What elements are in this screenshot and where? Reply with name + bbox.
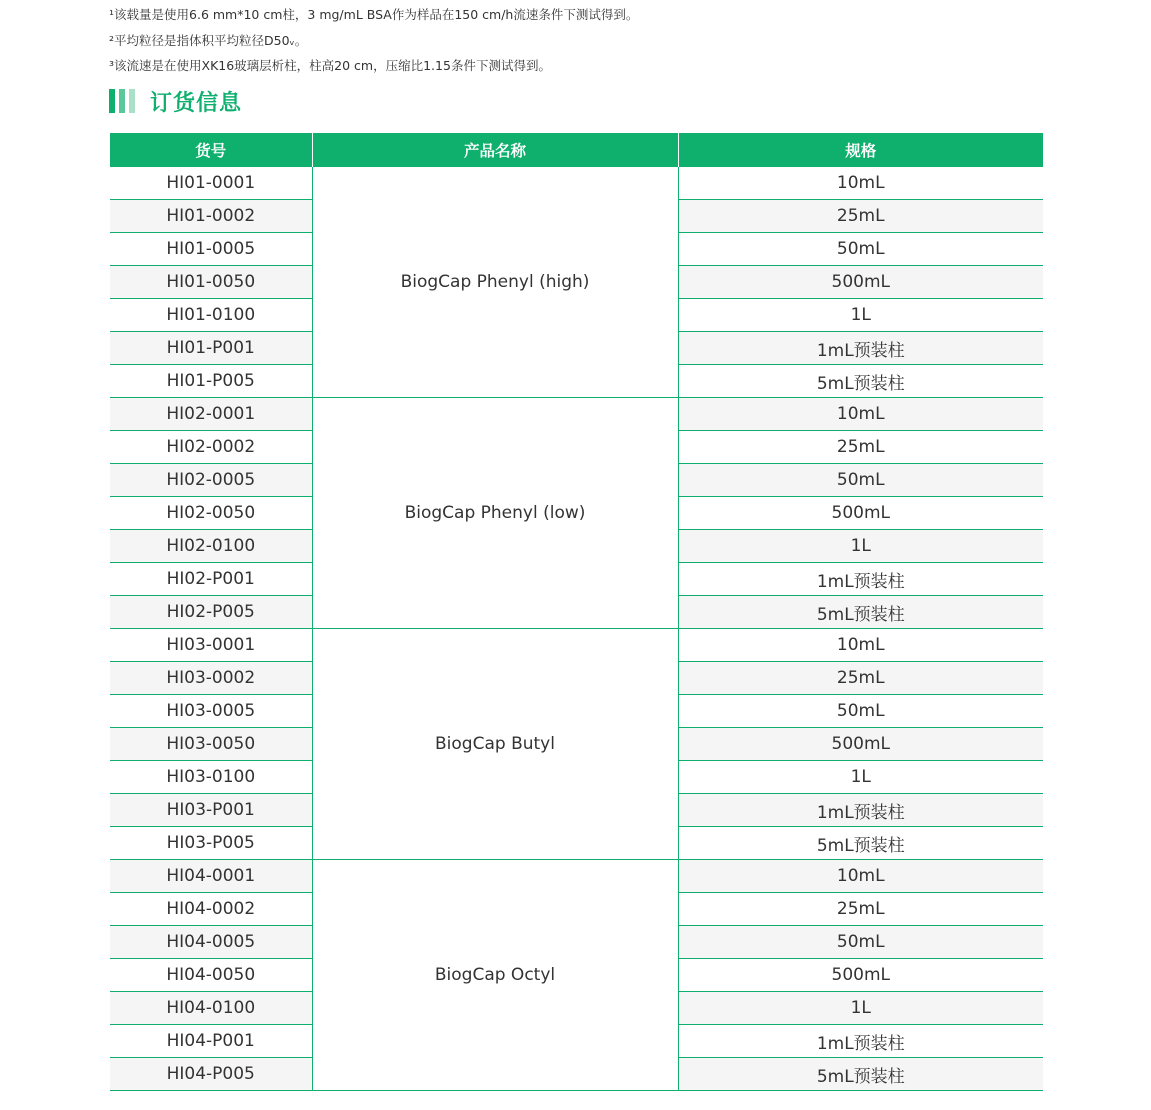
cell-code: HI03-P001	[110, 794, 312, 827]
cell-code: HI03-0050	[110, 728, 312, 761]
cell-spec: 500mL	[678, 266, 1043, 299]
table-row	[110, 398, 1043, 431]
cell-spec: 1mL预装柱	[678, 563, 1043, 596]
cell-spec: 1L	[678, 299, 1043, 332]
cell-spec: 1L	[678, 992, 1043, 1025]
footnote-3: ³该流速是在使用XK16玻璃层析柱，柱高20 cm，压缩比1.15条件下测试得到。	[109, 58, 551, 73]
cell-code: HI04-0001	[110, 860, 312, 893]
cell-code: HI04-0100	[110, 992, 312, 1025]
cell-spec: 10mL	[678, 860, 1043, 893]
table-header-row	[110, 133, 1043, 167]
section-heading	[109, 88, 242, 114]
cell-code: HI02-0001	[110, 398, 312, 431]
cell-spec: 5mL预装柱	[678, 365, 1043, 398]
cell-spec: 10mL	[678, 629, 1043, 662]
footnote-1: ¹该载量是使用6.6 mm*10 cm柱，3 mg/mL BSA作为样品在150 cm/h流速条件下测试得到。	[109, 7, 639, 22]
cell-code: HI03-0100	[110, 761, 312, 794]
cell-spec: 50mL	[678, 233, 1043, 266]
cell-spec: 25mL	[678, 200, 1043, 233]
cell-spec: 1mL预装柱	[678, 332, 1043, 365]
cell-spec: 50mL	[678, 695, 1043, 728]
header-spec: 规格	[678, 133, 1043, 167]
cell-product-name: BiogCap Phenyl (low)	[312, 398, 678, 629]
cell-code: HI01-P001	[110, 332, 312, 365]
cell-code: HI01-0002	[110, 200, 312, 233]
cell-code: HI04-P005	[110, 1058, 312, 1091]
cell-code: HI02-P001	[110, 563, 312, 596]
cell-code: HI04-0005	[110, 926, 312, 959]
cell-spec: 50mL	[678, 926, 1043, 959]
table-row	[110, 860, 1043, 893]
cell-spec: 5mL预装柱	[678, 827, 1043, 860]
order-table-body	[110, 167, 1043, 1091]
cell-product-name: BiogCap Butyl	[312, 629, 678, 860]
cell-product-name: BiogCap Phenyl (high)	[312, 167, 678, 398]
cell-spec: 500mL	[678, 497, 1043, 530]
cell-code: HI04-0002	[110, 893, 312, 926]
cell-code: HI03-0001	[110, 629, 312, 662]
cell-spec: 1L	[678, 761, 1043, 794]
cell-spec: 5mL预装柱	[678, 596, 1043, 629]
cell-spec: 25mL	[678, 893, 1043, 926]
footnote-2: ²平均粒径是指体积平均粒径D50ᵥ。	[109, 32, 308, 48]
cell-spec: 500mL	[678, 728, 1043, 761]
cell-code: HI03-0002	[110, 662, 312, 695]
cell-code: HI01-P005	[110, 365, 312, 398]
table-row	[110, 629, 1043, 662]
cell-spec: 1L	[678, 530, 1043, 563]
cell-code: HI04-0050	[110, 959, 312, 992]
order-table	[110, 133, 1043, 1091]
cell-code: HI02-0050	[110, 497, 312, 530]
heading-bars-icon	[109, 89, 135, 113]
cell-code: HI01-0050	[110, 266, 312, 299]
cell-code: HI02-0005	[110, 464, 312, 497]
table-row	[110, 167, 1043, 200]
cell-spec: 500mL	[678, 959, 1043, 992]
cell-code: HI02-0100	[110, 530, 312, 563]
header-product: 产品名称	[312, 133, 678, 167]
cell-code: HI03-0005	[110, 695, 312, 728]
section-title: 订货信息	[150, 90, 243, 116]
footnotes	[109, 2, 1009, 79]
cell-spec: 10mL	[678, 167, 1043, 200]
cell-spec: 1mL预装柱	[678, 794, 1043, 827]
cell-spec: 25mL	[678, 662, 1043, 695]
header-code: 货号	[110, 133, 312, 167]
cell-spec: 1mL预装柱	[678, 1025, 1043, 1058]
cell-code: HI01-0100	[110, 299, 312, 332]
cell-code: HI01-0001	[110, 167, 312, 200]
cell-spec: 10mL	[678, 398, 1043, 431]
cell-code: HI03-P005	[110, 827, 312, 860]
cell-code: HI02-0002	[110, 431, 312, 464]
cell-spec: 25mL	[678, 431, 1043, 464]
cell-code: HI01-0005	[110, 233, 312, 266]
cell-spec: 50mL	[678, 464, 1043, 497]
cell-code: HI02-P005	[110, 596, 312, 629]
cell-spec: 5mL预装柱	[678, 1058, 1043, 1091]
cell-code: HI04-P001	[110, 1025, 312, 1058]
cell-product-name: BiogCap Octyl	[312, 860, 678, 1091]
